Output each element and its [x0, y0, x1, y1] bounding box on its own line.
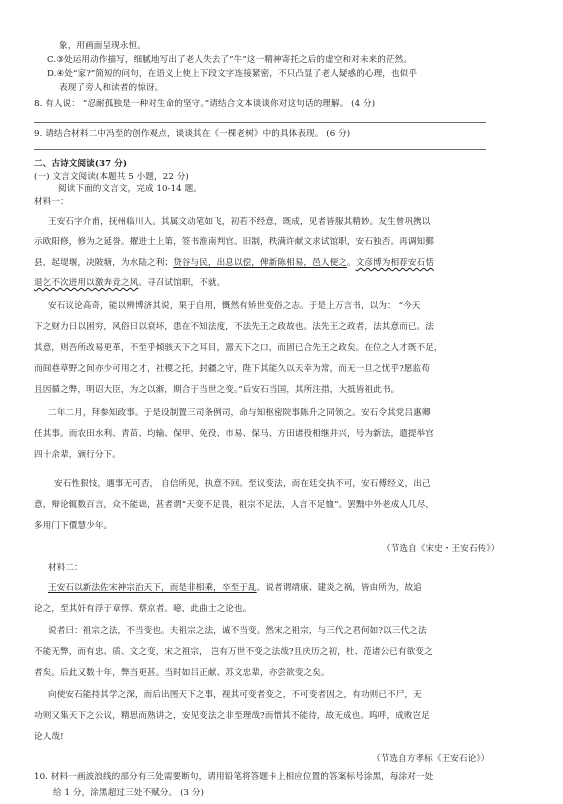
text-line: 说者曰：祖宗之法，不当变也。夫祖宗之法，诚不当变。然宋之祖宗，与三代之君何如?以三代之法: [48, 626, 427, 636]
text-line: 二年二月，拜参知政事。于是设制置三司条例司，命与知枢密院事陈升之同领之。安石令其党吕惠卿: [48, 408, 431, 418]
question-10-line2: 给 1 分，涂黑超过三处不赋分。 (3 分): [53, 788, 205, 798]
question-9: 9. 请结合材料二中冯至的创作观点，谈谈其在《一棵老树》中的具体表现。 (6 分): [34, 129, 351, 139]
text-line: 其意，则吾所改易更革，不至乎倾骇天下之耳目，嚣天下之口，而固已合先王之政矣。在位之人才既不足，: [34, 343, 443, 353]
text-line: 而闾巷草野之间亦少可用之才，社稷之托，封疆之守，陛下其能久以天幸为常，而无一旦之忧乎?愿监苟: [34, 364, 430, 374]
wavy-underlined-passage: 退乞不次进用以激奔竞之风: [34, 278, 139, 288]
text-line: 王安石以新法佐宋神宗治天下，而是非相乘，卒至于乱。说者谓靖康、建炎之祸，皆由所为，故追: [48, 583, 422, 593]
text-line: 者矣。后此又数十年，弊当更甚。当时如吕正献、苏文忠辈，亦尝欲变之矣。: [34, 668, 330, 678]
option-d-line2: 表现了旁人和读者的惊讶。: [59, 83, 164, 93]
question-10-line1: 10. 材料一画波浪线的部分有三处需要断句，请用铅笔将答题卡上相应位置的答案标号涂黑，每涂对一处: [34, 772, 434, 782]
underlined-sentence: 贷谷与民，出息以偿，俾新陈相易，邑人便之: [173, 258, 347, 268]
text-line: 向使安石能持其学之深，而后出图天下之事，视其可变者变之，不可变者因之，有功则已不尸，无: [48, 690, 422, 700]
underlined-sentence: 王安石以新法佐宋神宗治天下，而是非相乘，卒至于乱: [48, 583, 257, 593]
text-line: 王安石字介甫，抚州临川人。其属文动笔如飞，初若不经意，既成，见者皆服其精妙。友生曾巩携以: [48, 217, 431, 227]
answer-line: [34, 122, 486, 123]
text-line: 安石性狠忮，遇事无可否， 自信所见，执意不回。至议变法，而在廷交执不可，安石傅经义，出己: [54, 479, 431, 489]
text-line: 意，辩论辄数百言，众不能诎，甚者谓“天变不足畏，祖宗不足法，人言不足恤”。罢黜中外老成人几尽，: [34, 500, 435, 510]
option-c: C.③处运用动作描写，细腻地写出了老人失去了“牛”这一精神寄托之后的虚空和对未来的茫然。: [47, 55, 413, 65]
text-line: 安石议论高奇，能以辨博济其说，果于自用，慨然有矫世变俗之志。于是上万言书，以为： “今天: [48, 301, 421, 311]
instruction: 阅读下面的文言文，完成 10-14 题。: [58, 184, 202, 194]
material-1-label: 材料一：: [34, 197, 69, 207]
text-line: 四十余辈，颁行分下。: [34, 450, 121, 460]
option-d-line1: D.④处“家?”简短的问句，在语义上使上下段文字连接紧密，不只凸显了老人疑惑的心理，也似乎: [47, 69, 418, 79]
source-citation: （节选自《宋史・王安石传》）: [382, 544, 500, 554]
text-line: 退乞不次进用以激奔竞之风。寻召试馆职，不就。: [34, 278, 226, 288]
text-line: 任其事。而农田水利、青苗、均输、保甲、免役、市易、保马、方田诸役相继并兴，号为新法，遣提举官: [34, 429, 434, 439]
option-b-tail: 象，用画面呈现永恒。: [59, 41, 146, 51]
text-line: 且因循之弊，明诏大臣，为之以渐，期合于当世之变。”后安石当国，其所注措，大抵皆祖此书。: [34, 385, 400, 395]
wavy-underlined-passage: 文彦博为相荐安石恬: [355, 258, 434, 268]
source-citation: （节选自方孝标《王安石论》）: [372, 754, 490, 764]
question-8: 8. 有人说： “忍耐孤独是一种对生命的坚守。”请结合文本谈谈你对这句话的理解。 (4 分): [34, 99, 376, 109]
subsection-title: (一) 文言文阅读(本题共 5 小题，22 分): [34, 172, 189, 182]
text-line: 论人哉!: [34, 732, 64, 742]
text-line: 功则又集天下之公议，精思而熟讲之，安见变法之非至理哉?而惜其不能待，故无成也。呜呼，成败岂足: [34, 711, 430, 721]
text-line: 示欧阳修，修为之延誉。擢进士上第，签书淮南判官。旧制，秩满许献文求试馆职，安石独否。再调知鄞: [34, 237, 434, 247]
text-line: 不能无弊，而有忠、质、文之变，宋之祖宗， 岂有万世不变之法哉?且庆历之初，杜、范诸公已有欲变之: [34, 647, 433, 657]
text-line: 县，起堤堰，决陂塘，为水陆之利；贷谷与民，出息以偿，俾新陈相易，邑人便之。文彦博为相荐安石恬: [34, 258, 434, 268]
text-line: 论之，至其奸有浮于章惇、蔡京者。噫，此曲士之论也。: [34, 604, 252, 614]
text-line: 下之财力日以困穷，风俗日以衰坏，患在不知法度，不法先王之政故也。法先王之政者，法其意而已。法: [34, 322, 434, 332]
section-title: 二、古诗文阅读(37 分): [34, 159, 128, 169]
text-line: 多用门下儇慧少年。: [34, 521, 113, 531]
answer-line: [34, 149, 486, 150]
material-2-label: 材料二：: [48, 563, 83, 573]
